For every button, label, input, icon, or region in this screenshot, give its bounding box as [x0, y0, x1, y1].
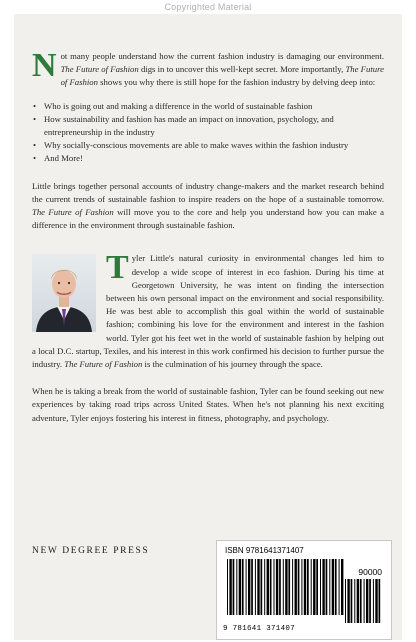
bio-dropcap: T: [106, 249, 129, 287]
barcode-bar: [364, 579, 365, 623]
barcode-bar: [369, 579, 371, 623]
barcode-bar: [267, 559, 269, 615]
barcode-bar: [322, 559, 324, 615]
summary-paragraph: Little brings together personal accounts of industry change-makers and the market research behind the current trends of sustainable fashion to inspire readers on the hope of a sustainable tomorrow. The Future of Fashion will move you to the core and help you understand how you can make a difference in the environment through sustainable fashion.: [32, 180, 384, 231]
barcode-bar: [246, 559, 247, 615]
barcode-bar: [233, 559, 235, 615]
barcode-bar: [347, 579, 349, 623]
barcode-bar: [373, 579, 374, 623]
intro-paragraph: [32, 47, 384, 90]
isbn-barcode-box: [216, 540, 392, 640]
author-photo: [32, 254, 96, 332]
barcode-bar: [274, 559, 275, 615]
barcode-bar: [375, 579, 377, 623]
barcode-bar: [354, 579, 355, 623]
barcode-bar: [229, 559, 231, 615]
barcode-bar: [311, 559, 312, 615]
barcode-bar: [279, 559, 281, 615]
barcode-bar: [301, 559, 302, 615]
intro-dropcap: N: [32, 47, 57, 84]
barcode-bar: [227, 559, 228, 615]
barcode-bar: [248, 559, 250, 615]
cover-content: [32, 47, 384, 425]
barcode-bar: [379, 579, 381, 623]
price-code: 90000: [358, 567, 382, 577]
author-portrait-image: [32, 254, 96, 332]
barcode-bar: [341, 559, 343, 615]
barcode-bar: [255, 559, 256, 615]
barcode-bar: [264, 559, 265, 615]
copyright-watermark: Copyrighted Material: [164, 2, 252, 12]
bullet-item: • Why socially-conscious movements are able to make waves within the fashion industry: [32, 139, 384, 152]
author-section: [32, 249, 384, 371]
bullet-item: • How sustainability and fashion has made an impact on innovation, psychology, and entrepreneurship in the industry: [32, 113, 384, 139]
bio-text: yler Little's natural curiosity in environmental changes led him to develop a wide scope of interest in eco fashion. During his time at Georgetown University, he was intent on finding the intersection between his own personal impact on the environment and social responsibility. He was best able to accomplish this goal within the world of sustainable fashion; combining his love for the environment and interest in the fashion world. Tyler got his feet wet in the world of sustainable fashion by helping out a local D.C. startup, Texiles, and his interest in this work confirmed his decision to further pursue the industry. The Future of Fashion is the culmination of his journey through the space.: [32, 253, 384, 370]
barcode-bar: [298, 559, 300, 615]
barcode-bar: [270, 559, 272, 615]
barcode-bar: [288, 559, 290, 615]
barcode-bar: [345, 579, 346, 623]
barcode-bar: [295, 559, 297, 615]
barcode-bar: [257, 559, 259, 615]
barcode-bar: [360, 579, 362, 623]
barcode-bar: [276, 559, 278, 615]
barcode-bar: [316, 559, 318, 615]
barcode-bar: [329, 559, 330, 615]
feature-bullet-list: [32, 100, 384, 166]
barcode-bar: [339, 559, 340, 615]
barcode-bar: [239, 559, 241, 615]
barcode-bar: [307, 559, 309, 615]
barcode-bar: [242, 559, 244, 615]
personal-paragraph: When he is taking a break from the world of sustainable fashion, Tyler can be found seeking out new experiences by taking road trips across United States. When he's not planning his next exciting adventure, Tyler enjoys fostering his interest in fitness, photography, and psychology.: [32, 386, 384, 423]
price-barcode: [345, 579, 383, 623]
barcode-bar: [332, 559, 334, 615]
isbn-label: ISBN 9781641371407: [225, 546, 304, 555]
barcode-bar: [251, 559, 253, 615]
barcode-bar: [335, 559, 337, 615]
barcode-bar: [292, 559, 293, 615]
barcode-bar: [320, 559, 321, 615]
isbn-barcode: [227, 559, 345, 615]
intro-text: ot many people understand how the current fashion industry is damaging our environment. The Future of Fashion digs in to uncover this well-kept secret. More importantly, The Future of Fashion shows you why there is still hope for the fashion industry by delving deep into:: [60, 51, 384, 88]
isbn-digits: 9 781641 371407: [223, 625, 296, 633]
barcode-bar: [236, 559, 237, 615]
barcode-bar: [313, 559, 315, 615]
barcode-bar: [285, 559, 287, 615]
barcode-bar: [351, 579, 353, 623]
bullet-item: • And More!: [32, 152, 384, 165]
bullet-item: • Who is going out and making a difference in the world of sustainable fashion: [32, 100, 384, 113]
barcode-bar: [304, 559, 306, 615]
barcode-bar: [357, 579, 359, 623]
back-cover: [14, 14, 402, 640]
barcode-bar: [261, 559, 263, 615]
barcode-bar: [366, 579, 368, 623]
publisher-name: NEW DEGREE PRESS: [32, 546, 150, 556]
barcode-bar: [326, 559, 328, 615]
barcode-bar: [283, 559, 284, 615]
